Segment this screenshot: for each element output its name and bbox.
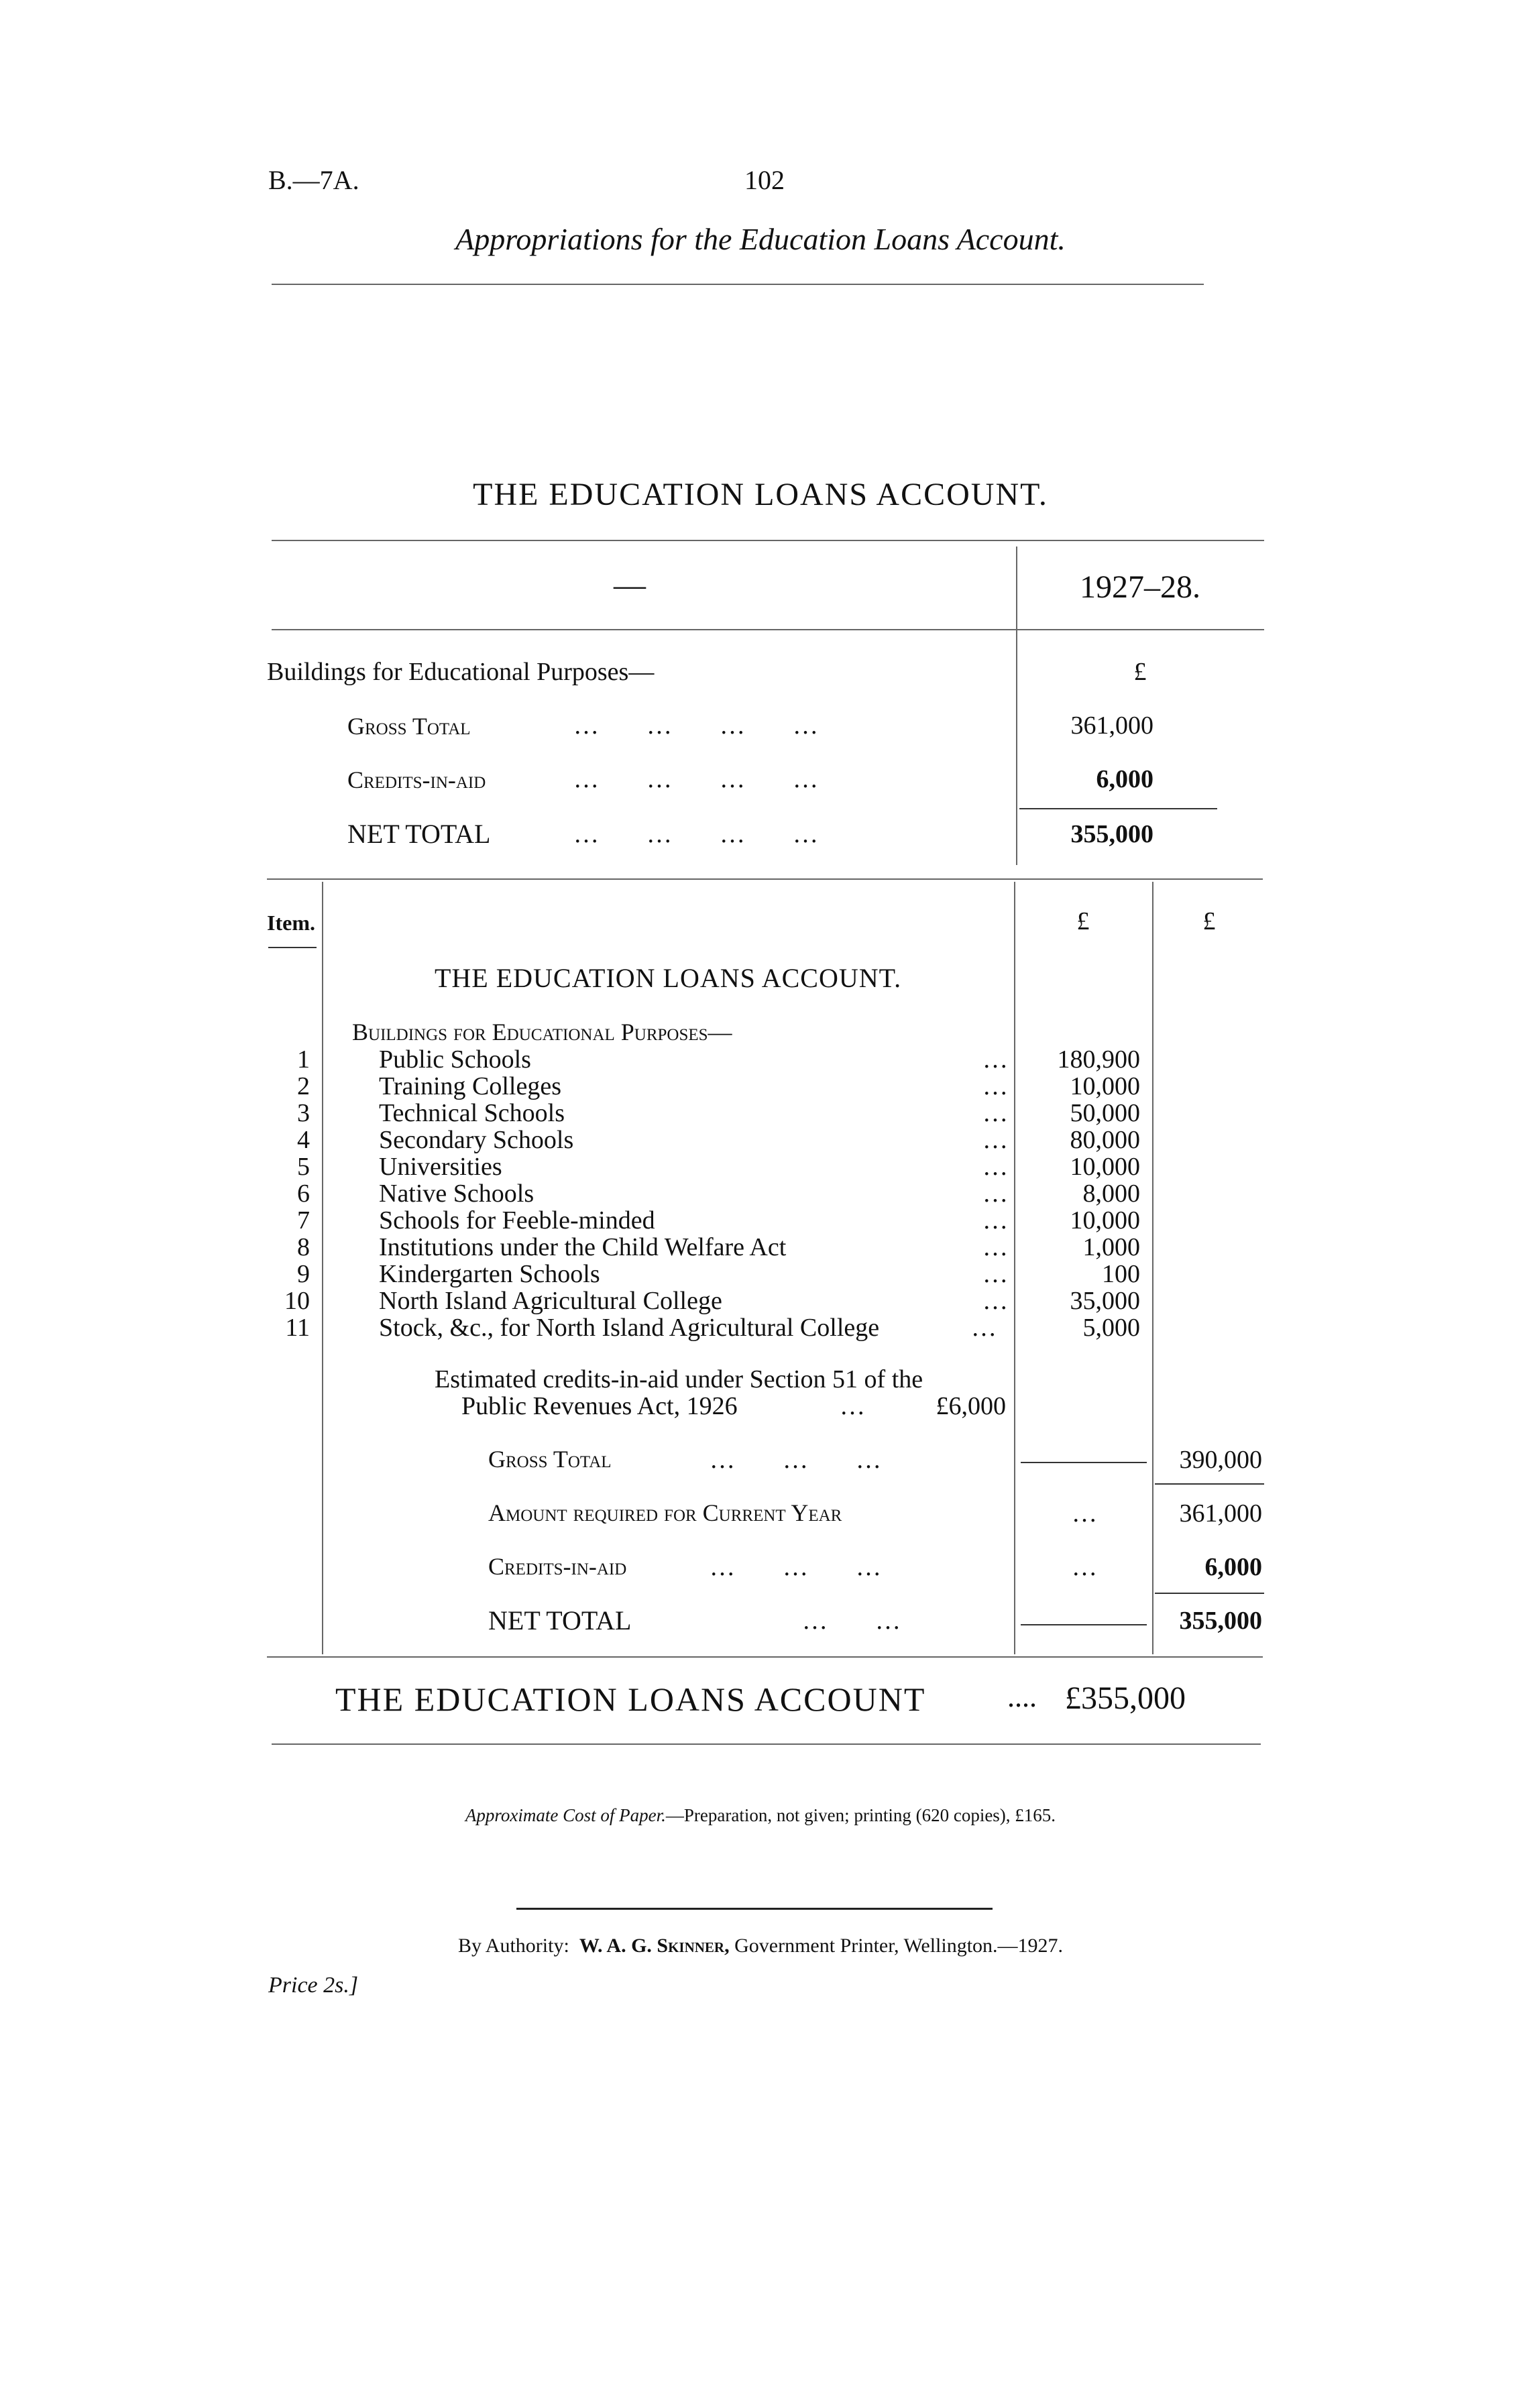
summary-header-rule [272,629,1264,630]
detail-credits-label: Credits-in-aid [488,1553,627,1580]
summary-stub-dash: — [614,567,646,603]
summary-net-value: 355,000 [1070,820,1153,848]
leader-dots: … [982,1045,1009,1074]
detail-col2-divider [1152,882,1153,1654]
item-number: 11 [285,1314,310,1342]
leader-dots: … … … … [573,765,820,793]
col1-net-rule [1021,1624,1147,1625]
leader-dots: … … … [710,1446,883,1474]
detail-category: Buildings for Educational Purposes— [352,1019,732,1045]
item-label: Secondary Schools [379,1126,574,1154]
item-number: 2 [297,1072,310,1100]
summary-credits-value: 6,000 [1096,765,1153,793]
leader-dots: .... [1007,1680,1037,1713]
item-number: 10 [284,1287,310,1315]
item-label: Kindergarten Schools [379,1260,600,1288]
item-value: 35,000 [1070,1287,1140,1315]
detail-net-value: 355,000 [1179,1607,1262,1635]
header-rule [272,284,1204,285]
item-label: Universities [379,1153,502,1181]
leader-dots: … [982,1206,1009,1235]
item-label: Institutions under the Child Welfare Act [379,1233,787,1261]
summary-currency: £ [1133,658,1147,686]
leader-dots: … … … [710,1553,883,1581]
item-number: 5 [297,1153,310,1181]
summary-gross-value: 361,000 [1070,711,1153,740]
detail-top-rule [267,878,1263,880]
document-reference: B.—7A. [268,165,359,195]
authority-line [0,1935,1521,1957]
leader-dots: … … [710,1607,902,1635]
summary-credits-label: Credits-in-aid [347,766,486,793]
estimate-value: £6,000 [936,1392,1006,1420]
item-label: Technical Schools [379,1099,565,1127]
detail-credits-value: 6,000 [1204,1553,1262,1581]
item-number: 1 [297,1045,310,1074]
summary-title: THE EDUCATION LOANS ACCOUNT. [473,477,1048,512]
item-label: North Island Agricultural College [379,1287,722,1315]
item-column-header: Item. [267,911,315,935]
estimate-line-1: Estimated credits-in-aid under Section 51 of the [435,1365,923,1393]
summary-category: Buildings for Educational Purposes— [267,658,655,686]
leader-dots: … [982,1099,1009,1127]
col1-currency: £ [1076,907,1090,935]
item-value: 100 [1102,1260,1140,1288]
item-number: 9 [297,1260,310,1288]
item-value: 10,000 [1070,1153,1140,1181]
summary-gross-label: Gross Total [347,713,471,740]
authority-prefix: By Authority: [457,1935,569,1957]
leader-dots: … [982,1126,1009,1154]
item-label: Stock, &c., for North Island Agricultural College [379,1314,880,1342]
detail-gross-label: Gross Total [488,1446,612,1473]
item-number: 6 [297,1180,310,1208]
col2-net-rule [1155,1593,1264,1594]
summary-top-rule [272,540,1264,541]
grand-total-value: £355,000 [1065,1680,1186,1716]
item-value: 5,000 [1082,1314,1140,1342]
leader-dots: … [982,1287,1009,1315]
leader-dots: … [982,1153,1009,1181]
item-label: Schools for Feeble-minded [379,1206,655,1235]
leader-dots: … [982,1260,1009,1288]
item-number: 7 [297,1206,310,1235]
authority-rest: Government Printer, Wellington.—1927. [734,1935,1064,1957]
detail-net-label: NET TOTAL [488,1605,632,1636]
item-value: 10,000 [1070,1206,1140,1235]
page-subtitle: Appropriations for the Education Loans Account. [455,222,1066,256]
item-number: 8 [297,1233,310,1261]
leader-dots: … [982,1233,1009,1261]
item-value: 8,000 [1082,1180,1140,1208]
item-value: 10,000 [1070,1072,1140,1100]
detail-item-divider [322,882,323,1654]
price: Price 2s.] [268,1973,359,1998]
summary-year-header: 1927–28. [1080,569,1200,605]
detail-bottom-rule [267,1656,1263,1658]
grand-total-label: THE EDUCATION LOANS ACCOUNT [335,1680,926,1718]
item-label: Native Schools [379,1180,534,1208]
cost-of-paper [0,1805,1521,1826]
col2-currency: £ [1202,907,1216,935]
leader-dots: … [1072,1499,1098,1528]
leader-dots: … [982,1180,1009,1208]
leader-dots: … [1072,1553,1098,1581]
leader-dots: … [971,1314,998,1342]
cost-text: —Preparation, not given; printing (620 copies), £165. [665,1805,1056,1825]
detail-amount-required-label: Amount required for Current Year [488,1499,842,1526]
leader-dots: … … … … [573,820,820,848]
item-label: Public Schools [379,1045,531,1074]
summary-sum-rule [1019,808,1217,809]
col2-gross-rule [1155,1483,1264,1485]
footer-rule [516,1908,993,1910]
leader-dots: … … … … [573,711,820,740]
item-number: 4 [297,1126,310,1154]
item-header-rule [268,947,317,948]
estimate-line-2: Public Revenues Act, 1926 [461,1392,738,1420]
page-number: 102 [744,165,785,195]
item-label: Training Colleges [379,1072,561,1100]
cost-label: Approximate Cost of Paper. [465,1805,666,1825]
detail-col1-divider [1014,882,1015,1654]
detail-title: THE EDUCATION LOANS ACCOUNT. [434,963,902,993]
col1-sum-rule [1021,1462,1147,1463]
leader-dots: … [982,1072,1009,1100]
item-value: 80,000 [1070,1126,1140,1154]
item-value: 180,900 [1057,1045,1140,1074]
detail-amount-required-value: 361,000 [1179,1499,1262,1528]
item-value: 50,000 [1070,1099,1140,1127]
leader-dots: … [840,1392,866,1420]
item-value: 1,000 [1082,1233,1140,1261]
detail-gross-value: 390,000 [1179,1446,1262,1474]
authority-name: W. A. G. Skinner, [579,1935,730,1957]
item-number: 3 [297,1099,310,1127]
grand-total-rule [272,1743,1261,1745]
summary-net-label: NET TOTAL [347,819,491,849]
